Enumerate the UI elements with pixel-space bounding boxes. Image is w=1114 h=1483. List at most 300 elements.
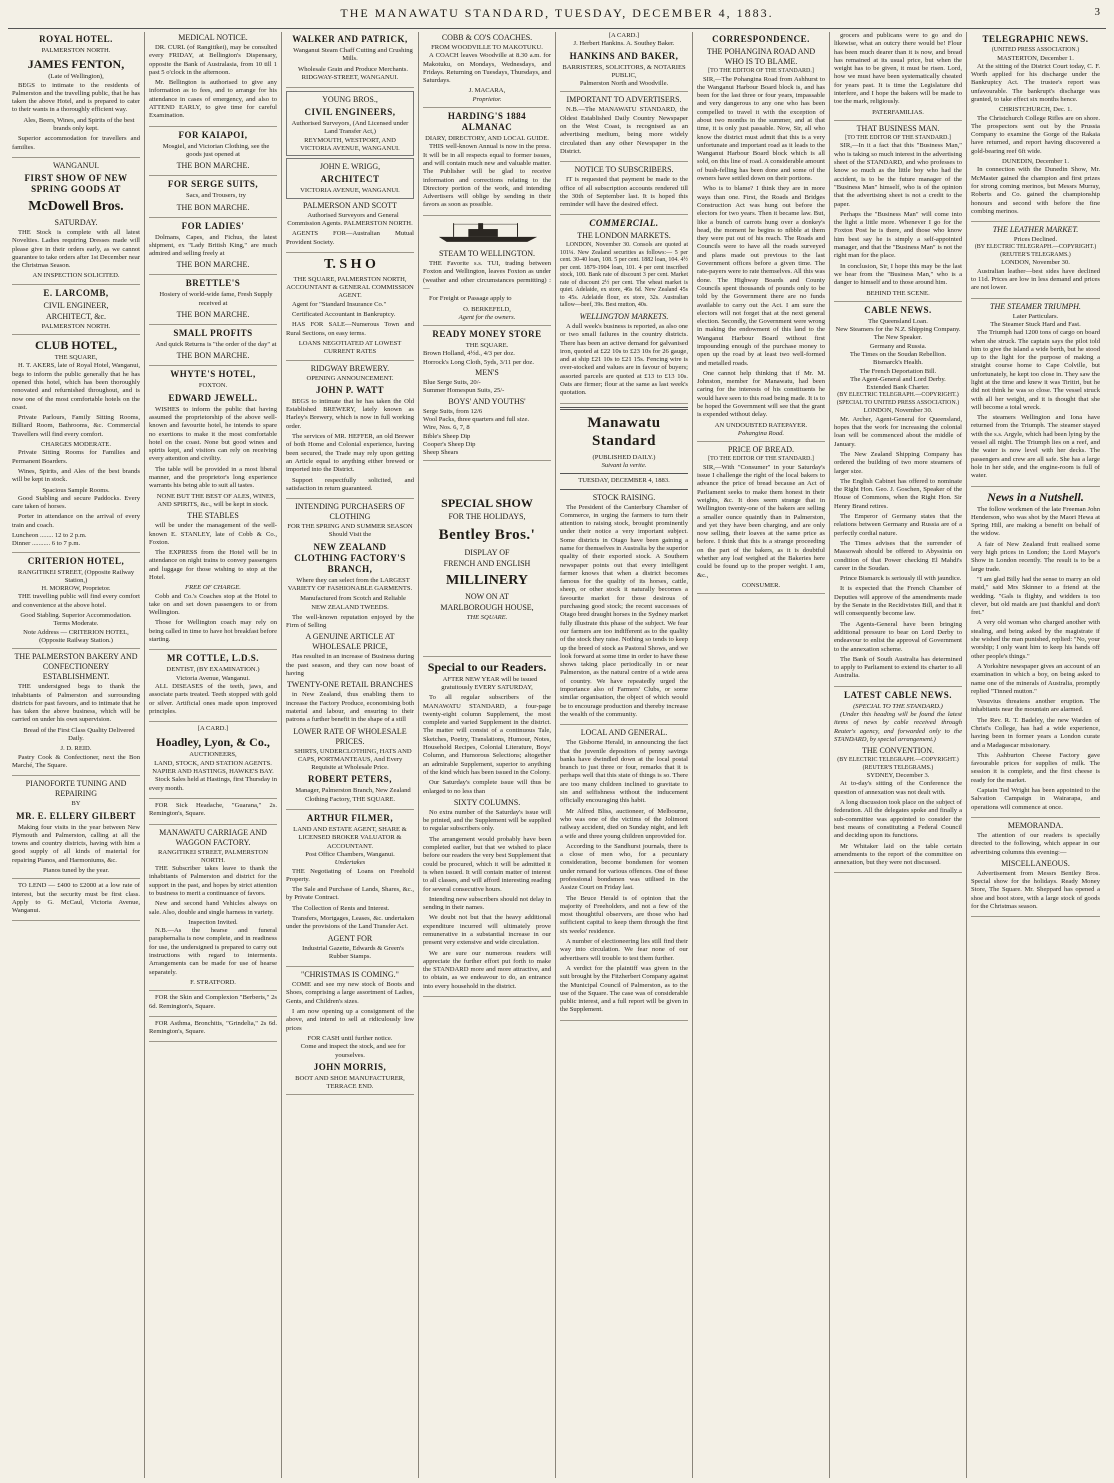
article-body: grocers and publicans were to go and do likewise, what an outcry there would be! Flour has been much dearer than it is now, and bread has remained at its usual price, but when the weight has to be given, it must be risen. Lord, how we must have been systematically cheated for years past. It is time the Legislature did interfere, and I hope the bakers will be made to toe the mark, religiously. [834,32,962,106]
ad-body: in New Zealand, thus enabling them to increase the Factory Produce, economising both material and labour, and ensuring to their patrons a further benefit in the shape of a still [286,691,414,724]
article-body: This Ashburton Cheese Factory gave favourable prices for supplies of milk. The session it is complete, and the first cheese is ready for the market. [971,751,1100,784]
ad-body: To all regular subscribers of the MANAWATU STANDARD, a four-page twenty-eight column Supplement, the most complete and varied Supplement in the district. The matter will consist of a continuous Tale, Sketches, Poetry, Translations, Humour, Notes, Household Recipes, Colonial Literature, Boys' Column, and Humorous Selections; altogether an admirable Supplement, superior to anything of the kind which has been issued in the Colony. [423,694,551,776]
ad-subheading: REYMOUTH, WESTPORT, AND VICTORIA AVENUE, WANGANUI. [300,136,400,153]
ad-subheading: ARCHITECT [320,174,380,185]
article-subheading: The Agent-General and Lord Derby. [850,375,946,383]
article-body: Mr Alfred Bliss, auctioneer, of Melbourne, who was one of the victims of the Jolimont railway accident, died on Sunday night, and left a wife and three young children unprovided for. [560,807,688,840]
ready-money-store-ad [423,329,551,461]
ad-body: Certificated Accountant in Bankruptcy. [292,311,396,319]
masthead-title: THE MANAWATU STANDARD, TUESDAY, DECEMBER 4, 1883. [340,6,774,20]
article-body: Perhaps the "Business Man" will come into the light a little more. Whenever I go for the Foxton Post he is there, and those who know him best say he is simply a self-appointed manager, and that the "Business Man" is not the right man for the place. [834,210,962,260]
local-general-section [560,728,688,1021]
ad-subheading: LAND, STOCK, AND STATION AGENTS. NAPIER AND HASTINGS, HAWKE'S BAY. [152,759,274,776]
ad-body: Industrial Gazette, Edwards & Green's Rubber Stamps. [302,944,404,960]
ad-subheading: BY [71,800,81,808]
ad-name: E. LARCOMB, [43,287,109,298]
ad-signature: F. STRATFORD. [190,978,236,986]
ad-body: THE undersigned begs to thank the inhabitants of Palmerston and surrounding districts for past favours, and to intimate that he has taken the above business, which will be carried on under his own supervision. [12,683,140,724]
ad-subheading: BARRISTERS, SOLICITORS, & NOTARIES PUBLIC, [562,63,686,79]
ad-body: Wholesale Grain and Produce Merchants. RIDGWAY-STREET, WANGANUI. [297,65,409,81]
filmer-ad [286,813,414,967]
article-subheading: (SPECIAL TO THE STANDARD.) [853,702,943,710]
ad-body: Mosgiel, and Victorian Clothing, see the goods just opened at [162,142,270,158]
ad-name: JOHN P. WATT [315,384,385,395]
medical-notice-ad [149,33,277,127]
ad-body: Manufactured from Scotch and Reliable NEW ZEALAND TWEEDS. [300,595,406,611]
paper-title: Manawatu Standard [587,414,661,449]
article-body: A verdict for the plaintiff was given in the suit brought by the Fitzherbert Company against the Municipal Council of Palmerston, as to the use of the Square. The case was of considerable public interest, and a full report will be given in the Supplement. [560,964,688,1014]
nutshell-section [971,490,1100,818]
ad-label: [A CARD.] [197,725,229,733]
article-body: Captain Ted Wright has been appointed to the Salvation Campaign in Wairarapa, and operations will commence at once. [971,787,1100,811]
ad-subheading: AUCTIONEERS, [189,751,237,759]
ad-heading: RIDGWAY BREWERY. [310,363,390,373]
section-heading: CABLE NEWS. [864,304,932,315]
ad-name: Bentley Bros.' [438,527,536,544]
ad-body: The services of MR. HEFFER, an old Brewer of both Home and Colonial experience, having been secured, the Trade may rely upon getting an Article equal to anything either brewed or imported into the District. [286,433,414,474]
article-heading: THE STEAMER TRIUMPH. [990,301,1081,311]
ad-heading: HANKINS AND BAKER, [569,50,679,61]
article-label: [TO THE EDITOR OF THE STANDARD.] [708,68,814,74]
small-profits-ad [149,328,277,366]
article-dateline: MASTERTON, December 1. [997,54,1074,62]
article-body: The steamers Wellington and Iona have returned from the Triumph. The steamer stayed with the s.s. Argyle, which had been lying by the vessel all night. The Triumph lies on a reef, and the water is now level with her decks. The passengers and crew are all safe. She has a large hole in her side, and the engine-room is full of water. [971,414,1100,480]
article-body: The Gisborne Herald, in announcing the fact that the juvenile depositors of penny savings banks have dwindled down at the local postal branch to just three or four, remarks that it is perhaps well that this state of things is so. There are too many children inclined to gravitate to sin and selfishness without the inducement officially encouraging this habit. [560,739,688,805]
ad-body: Private Sitting Rooms for Families and Permanent Boarders. [12,449,140,465]
article-heading: PRICE OF BREAD. [727,445,794,455]
ad-body: Sacs, and Trousers, try [186,192,246,200]
column-4 [419,32,556,1478]
ad-subheading: FREE OF CHARGE. [185,584,241,592]
ad-body: Wines, Spirits, and Ales of the best brands will be kept in stock. [12,467,140,484]
ad-footer: THE BON MARCHE. [176,310,250,320]
price-of-bread-letter [697,445,825,594]
ad-subheading: Victoria Avenue, Wanganui. [176,674,250,682]
ad-heading: SPECIAL SHOW [441,496,533,511]
article-signature: BEHIND THE SCENE. [866,289,930,297]
walker-patrick-ad [286,34,414,88]
ad-subheading: MARLBOROUGH HOUSE, [440,603,534,613]
ad-heading: "CHRISTMAS IS COMING." [301,970,399,980]
article-label: [TO THE EDITOR OF THE STANDARD.] [708,456,814,463]
masthead-rule [560,407,688,410]
article-body: LONDON, November 30. Consols are quoted at 101¼. New Zealand securities as follows:— 5 per cent. 30-40 loan, 108. 5 per cent. 1882 loan, 104. 4½ per cent. 1879-1904 loan, 101. 4 per cent inscribed stock, 100. Bank rate of discount 3 per cent. Market rate of discount 2½ per cent. The wheat market is quiet. Adelaide, ex store, 46s 6d. New Zealand 45s to 45s. Adelaide flour, ex store, 32s. Australian tallow—beef, 39s. Best mutton, 40s. [560,242,688,309]
ad-name: EDWARD JEWELL. [168,392,258,403]
ad-body: Hosiery of world-wide fame, Fresh Supply received at [159,291,273,307]
article-subheading: The New Speaker. [873,334,923,342]
article-subheading: The Steamer Stuck Hard and Fast. [990,320,1081,328]
steam-ad [423,219,551,326]
ad-body: FOR the Skin and Complexion "Berberis," 2s 6d. Remington's, Square. [149,994,277,1010]
ad-body: Dolmans, Capes, and Fichus, the latest shipment, ex "Lady British King," are much admired and selling freely at [149,233,277,258]
clothing-factory-ad [286,502,414,810]
article-dateline: LONDON, November 30. [863,407,933,415]
column-5 [556,32,693,1478]
ad-body: The arrangement would probably have been completed earlier, but that we wished to place before our readers the very best Supplement that could be procured, which it will be admitted it is when issued. It will contain matter of interest to all classes, and will afford interesting reading for several consecutive hours. [423,835,551,893]
masthead-rule [8,28,1106,29]
article-body: Who is to blame? I think they are in more ways than one. First, the Roads and Bridges Construction Act was hung out before the electors for two years. Then it became law. But, like a bunch of carrots hung over a donkey's head, the moment he begins to nibble at them they were put out of his reach. The Roads and Councils were to have all the roads surveyed and plans made out previous to the last Government offices before a given time. The rate-payers were to rate themselves. All this was done. The Highway Boards and County Councils spent thousands of pounds only to be told by the Government there are no funds available to carry out the Act. I am sure the electors will not forget that at the next general election. Secondly, the Government were wrong in making the endowment of this land to the Wanganui Harbour Board without first impounding enough of the purchase money to open up the road by at least two well-formed and metalled roads. [697,185,825,367]
brettle-ad [149,278,277,325]
ad-body: Porter in attendance on the arrival of every train and coach. [12,513,140,529]
ad-body: A COACH leaves Woodville at 8.30 a.m. for Makotuku, on Mondays, Wednesdays, and Fridays. Returning on Tuesdays, Thursdays, and Saturdays. [423,52,551,85]
ad-subheading: J. Herbert Hankins. A. Southey Baker. [573,40,675,48]
kaiapoi-ad [149,130,277,177]
ad-heading: PALMERSON AND SCOTT [303,200,397,210]
ad-body: Cobb and Co.'s Coaches stop at the Hotel to take on and set down passengers to or from Wellington. [149,592,277,617]
section-heading: LATEST CABLE NEWS. [844,689,952,700]
ad-subheading: CIVIL ENGINEER, [43,300,109,310]
ad-body: SHIRTS, UNDERCLOTHING, HATS AND CAPS, PORTMANTEAUS, And Every Requisite at Wholesale Price. [294,747,412,772]
ad-body: Manager, Palmerston Branch, New Zealand Clothing Factory, THE SQUARE. [295,787,411,803]
ad-line: Blue Serge Suits, 20/- [423,379,481,387]
ad-body: BEGS to intimate to the residents of Palmerston and the travelling public, that he has taken the above Hotel, and is prepared to cater to their wants in a thoroughly efficient way. [12,81,140,114]
ad-line: Wool Packs, three quarters and full size. [423,415,530,423]
ad-body: HAS FOR SALE—Numerous Town and Rural Sections, on easy terms. [286,321,414,337]
article-body: The Times advises that the surrender of Massowah should be offered to Abyssinia on condition of that Power checking El Mahdi's career in the Soudan. [834,539,962,572]
ad-body: Come and inspect the stock, and see for yourselves. [300,1043,406,1059]
ad-signature: O. BERKEFELD, [463,305,511,313]
article-body: A very old woman who charged another with stealing, and being asked by the magistrate if she wished the man punished, replied: "No, your worship; I only want him to keep his hands off other people's things." [971,619,1100,660]
article-signature: Pohangina Road. [737,429,785,437]
ad-subheading: Undertakes [334,859,366,867]
article-body: It is expected that the French Chamber of Deputies will approve of the amendments made by the Senate in the Recidivistes Bill, and that it will consequently become law. [834,585,962,618]
ad-subheading: PALMERSTON NORTH. [41,322,111,330]
ad-line: Luncheon ........ 12 to 2 p.m. [12,531,87,539]
article-label: (SPECIAL TO UNITED PRESS ASSOCIATION.) [836,399,960,406]
ad-body: Authorised Surveyors and General Commission Agents. PALMERSTON NORTH. [287,211,413,227]
ad-subheading: Good Stabling. Superior Accommodation. [20,612,132,620]
ad-body: Mr. Bellington is authorised to give any information as to fees, and to arrange for his attendance in cases of emergency, and also to ATTEND EARLY, to give time for careful Examination. [149,79,277,120]
carriage-factory-ad [149,828,277,992]
article-body: The Triumph had 1200 tons of cargo on board when she struck. The captain says the pilot told him to give the island a wide berth, but he stood up to the light for the purpose of making a straight course home to Cape Colville, but unfortunately, he kept too close in. They saw the light at the time and knew it was Tiritiri, but he did not think he was so close. The vessel struck with all her weight, and it is thought that she will become a total wreck. [971,329,1100,411]
article-body: Advertisement from Messrs Bentley Bros. Special show for the holidays. Ready Money Store, The Square. Mr. Sheppard has opened a shoe and boot store, with a large stock of goods for the Christmas season. [971,869,1100,911]
ad-line: Horrock's Long Cloth, 5yds, 3/11 per doz. [423,358,535,366]
article-body: The Rev. R. T. Badeley, the new Warden of Christ's College, has had a wide experience, having been in former years a London curate and a Madagascar missionary. [971,716,1100,749]
ad-subheading: NOW ON AT [465,592,509,602]
ad-body: Bread of the First Class Quality Delivered Daily. [23,726,135,743]
mcdowell-ad [12,161,140,285]
ad-subheading: FOR THE HOLIDAYS, [448,512,526,522]
ad-heading: CLUB HOTEL, [34,338,118,353]
page-columns [8,32,1106,1478]
commercial-section [560,218,688,403]
article-heading: WELLINGTON MARKETS. [579,311,669,321]
ad-body: We are sure our numerous readers will appreciate the further effort put forth to make the STANDARD more and more attractive, and to obtain, as we endeavour to do, an entrance into every household in the district. [423,949,551,990]
ad-body: The well-known reputation enjoyed by the Firm of Selling [286,613,414,630]
ad-body: Making four visits in the year between New Plymouth and Palmerston, calling at all the towns and country districts, having with him a good supply of all kinds of material for repairing Pianos, and Harmoniums, &c. [12,823,140,864]
ad-heading: HARDING'S 1884 ALMANAC [447,111,527,133]
ad-subheading: MEN'S [475,368,499,378]
ad-heading: PIANOFORTE TUNING AND REPAIRING [25,779,127,799]
ad-line: Serge Suits, from 12/6 [423,407,483,415]
notice-heading: NOTICE TO SUBSCRIBERS. [574,165,674,175]
triumph-section [971,302,1100,487]
ad-name: NEW ZEALAND CLOTHING FACTORY'S BRANCH, [294,541,406,574]
ad-heading: BRETTLE'S [185,278,241,289]
ad-name: MR. E. ELLERY GILBERT [16,810,136,821]
ad-subheading: Spacious Sample Rooms. [42,486,110,494]
article-body: The English Cabinet has offered to nominate the Right Hon. Geo. J. Goschen, Speaker of the House of Commons, when the Right Hon. Sir Henry Brand retires. [834,477,962,510]
article-body: At to-day's sitting of the Conference the question of annexation was not dealt with. [834,780,962,796]
ad-name: MILLINERY [446,573,528,589]
ad-heading: SMALL PROFITS [173,328,253,339]
article-subheading: Prices Declined. [1013,236,1058,244]
ad-heading: JOHN E. WRIGG, [319,162,381,172]
article-body: In conclusion, Sir, I hope this may be the last we hear from the "Business Man," who is a danger to himself and to those around him. [834,262,962,287]
christmas-boots-ad [286,970,414,1095]
article-body: SIR,—In it a fact that this "Business Man," who is taking so much interest in the advertising sheet of the STANDARD, and who professes to know so much as the little boy who had the accident, is to be the future manager of the "Business Man" himself, who is of the opinion that the advertising sheet is not a credit to the paper. [834,142,962,208]
ad-body: THIS well-known Annual is now in the press. It will be in all respects equal to former issues, and will contain much new and valuable matter. The Publisher will be glad to receive information and corrections relating to the Directory portion of the work, and intending Advertisers will oblige by sending in their favors as soon as possible. [423,143,551,209]
ad-subheading: PALMERSTON NORTH. [41,47,111,54]
ad-subheading: WANGANUI. [53,160,99,170]
article-subheading: The Queensland Loan. [868,317,928,325]
ad-line: Bible's Sheep Dip [423,432,471,440]
ad-body: TO LEND — £400 to £2000 at a low rate of interest, but the security must be first class. Apply to G. McCaul, Victoria Avenue, Wanganui. [12,882,140,915]
ad-subheading: FOXTON. [198,382,228,390]
ad-body: And quick Returns is "the order of the day" at [155,341,277,349]
piano-ad [12,779,140,879]
ad-body: The EXPRESS from the Hotel will be in attendance on night trains to convey passengers and luggage for those wishing to stop at the Hotel. [149,549,277,581]
article-body: The attention of our readers is specially directed to the following, which appear in our advertising columns this evening:— [971,831,1100,856]
ad-subheading: FOR CASH until further notice. [307,1034,393,1042]
ad-body: Wanganui Steam Chaff Cutting and Crushing Mills. [293,47,413,63]
article-body: The President of the Canterbury Chamber of Commerce, in urging the farmers to turn their attention to raising stock, brought prominently under their notice a very important subject. Some districts in Otago have been gaining a name for themselves in Australia by the superior quality of their exported stock. A Southern newspaper points out that every intelligent farmer knows that when a district becomes famous for the quality of its horses, cattle, sheep, or other stock it naturally becomes a favourite market for those desirous of purchasing good stock; the recent successes of Otago bred draught horses in the Sydney market fully illustrate this phase of the subject. We fear our farmers are too indifferent as to the quality of the stock they raise. Nothing so tends to keep up the breed of stock as Pastoral Shows, and we look forward at some time in order to have these shows taking place periodically in or near Palmerston, as the natural centre of a wide area of country. We have repeatedly urged the importance also of Farmers' Clubs, or some similar organisation, the object of which would be to encourage production and thereby increase the wealth of the community. [560,503,688,718]
latest-cable-section [834,690,962,874]
article-subheading: Germany and Russia. [869,342,927,350]
article-body: A Yorkshire newspaper gives an account of an examination in which a boy, on being asked to name one of the minerals of Australia, promptly replied "Tinned mutton." [971,662,1100,695]
ad-body: AGENTS FOR—Australian Mutual Provident Society. [286,230,414,246]
article-label: (UNITED PRESS ASSOCIATION.) [991,47,1080,53]
divider [560,473,688,474]
article-subheading: The Times on the Soudan Rebellion. [849,351,947,358]
ad-footer: THE BON MARCHE. [176,202,250,212]
ad-body: Superior accommodation for travellers and families. [12,135,140,151]
ad-subheading: SATURDAY. [54,217,98,227]
bread-letter-continued [834,32,962,121]
column-3 [282,32,419,1478]
article-body: The New Zealand Shipping Company has ordered the building of two more steamers of larger size. [834,450,962,475]
article-body: Australian leather—best sides have declined to 11d. Prices are low in less demand and prices are not lower. [971,267,1100,292]
ad-footer: THE BON MARCHE. [176,161,250,171]
article-heading: THE LEATHER MARKET. [992,225,1079,235]
article-body: A fair of New Zealand fruit realised some very high prices in London; the Lord Mayor's Show in London recently. The result is to be a large trade. [971,540,1100,573]
article-signature: CONSUMER. [741,581,781,589]
cottle-dentist-ad [149,653,277,722]
ad-subheading: THE SQUARE. [466,614,508,622]
ad-subheading: THE SQUARE. [465,342,509,350]
ad-body: Stock Sales held at Hastings, first Thursday in every month. [149,776,277,792]
masthead [0,6,1114,28]
ad-body: DR. CURL (of Rangitikei), may be consulted every FRIDAY, at Bellington's Dispensary, opposite the Bank of Australasia, from 10 till 1 past 5 o'clock in the afternoon. [149,44,277,76]
ad-heading: T. S H O [324,256,376,272]
ad-subheading: THE SQUARE, [54,354,98,362]
article-body: One cannot help thinking that if Mr. M. Johnston, member for Manawatu, had been caring for the interests of his constituents he would have seen to this road being made. It is to be hoped the Government will see that the grant is expended without delay. [697,369,825,419]
ad-footer: THE BON MARCHE. [176,351,250,361]
column-7 [830,32,967,1478]
ad-subheading: CIVIL ENGINEERS, [304,107,396,118]
ad-body: THE travelling public will find every comfort and convenience at the above hotel. [12,593,140,609]
article-body: Vesuvius threatens another eruption. The inhabitants near the mountain are alarmed. [971,698,1100,714]
paper-subtitle: (PUBLISHED DAILY.) [592,453,656,461]
ad-heading: FOR SERGE SUITS, [167,179,259,190]
ad-subheading: (Late of Wellington), [48,73,104,81]
article-body: A long discussion took place on the subject of federation. All the delegates spoke and finally a sub-committee was appointed to consider the best means of constituting a Federal Council and deciding upon its functions. [834,799,962,840]
tsho-ad [286,256,414,361]
business-man-letter [834,124,962,302]
ad-subheading: DIARY, DIRECTORY, AND LOCAL GUIDE. [425,135,549,143]
section-heading: CORRESPONDENCE. [712,34,810,44]
ad-name: JAMES FENTON, [27,57,125,72]
article-body: The Agents-General have been bringing additional pressure to bear on Lord Derby to endeavour to enlist the approval of Government to the annexation scheme. [834,620,962,653]
cable-news-section [834,305,962,687]
ad-subheading: DENTIST, (BY EXAMINATION.) [166,666,260,674]
ad-label: [A CARD.] [608,32,640,39]
ad-subheading: OPENING ANNOUNCEMENT. [306,374,394,382]
article-heading: THAT BUSINESS MAN. [856,123,940,133]
bentley-bros-ad [423,464,551,656]
ad-body: The Sale and Purchase of Lands, Shares, &c., by Private Contract. [286,886,414,902]
ad-subheading: Authorised Surveyors, (And Licensed under Land Transfer Act,) [291,120,409,136]
headache-ad [149,802,277,825]
ad-subheading: LOWER RATE OF WHOLESALE PRICES. [293,726,407,746]
ad-subheading: THE STABLES [187,511,239,521]
ad-name: McDowell Bros. [28,198,124,214]
ad-subheading: A GENUINE ARTICLE AT WHOLESALE PRICE, [305,632,395,652]
section-heading: LOCAL AND GENERAL. [580,728,668,738]
section-heading: TELEGRAPHIC NEWS. [982,34,1089,44]
ad-subheading: Inspection Invited. [188,918,238,926]
article-dateline: DUNEDIN, December 1. [1001,158,1069,166]
ad-heading: MANAWATU CARRIAGE AND WAGGON FACTORY. [159,827,267,847]
hoadley-ad [149,725,277,799]
article-signature: PATERFAMILIAS. [872,108,924,116]
ad-body: Private Parlours, Family Sitting Rooms, Billiard Room, Bathrooms, &c. Commercial Travellers will find every comfort. [12,414,140,438]
divider [560,489,688,490]
ad-body: Transfers, Mortgages, Leases, &c. undertaken under the provisions of the Land Transfer Act. [286,915,414,931]
ad-subheading: RANGITIKEI STREET, PALMERSTON NORTH. [158,848,268,864]
ad-body: THE Subscriber takes leave to thank the inhabitants of Palmerston and district for the support in the past, and hopes by strict attention to business to merit a continuance of favors. [149,865,277,897]
article-heading: THE CONVENTION. [862,746,934,756]
ad-heading: INTENDING PURCHASERS OF CLOTHING [295,502,405,522]
ad-heading: MEDICAL NOTICE. [178,33,248,42]
notice-body: N.B.—The MANAWATU STANDARD, the Oldest Established Daily Country Newspaper on the West Coast, is recognised as an advertising medium, being more widely circulated than any other Newspaper in the District. [560,106,688,155]
steamship-icon [429,221,547,243]
loan-ad [12,882,140,921]
ad-body: COME and see my new stock of Boots and Shoes, comprising a large assortment of Ladies, Gents, and Children's sizes. [286,981,414,1005]
paper-motto: Suivant la verite. [601,461,647,469]
article-body: According to the Sandhurst journals, there is a close of men who, for a pecuniary consideration, become bondsmen for women under remand for various offences. One of these professional bondsmen was utilised in the Assize Court on Friday last. [560,842,688,892]
ad-body: Agent for "Standard Insurance Co." [292,300,387,308]
ad-footer: LOANS NEGOTIATED AT LOWEST CURRENT RATES [298,339,402,356]
ad-subheading: AGENT FOR [327,933,373,943]
ad-body: Intending new subscribers should not delay in sending in their names. [423,895,551,912]
article-dateline: SYDNEY, December 3. [866,772,930,780]
article-label: [TO THE EDITOR OF THE STANDARD.] [845,134,951,141]
ad-body: FOR Asthma, Bronchitis, "Grindelia," 2s 6d. Remington's, Square. [149,1019,277,1036]
ad-footer: Pianos tuned by the year. [42,867,110,874]
article-dateline: CHRISTCHURCH, Dec. 1. [998,106,1073,114]
ad-heading: COBB & CO'S COACHES. [441,33,533,42]
ad-body: Ales, Beers, Wines, and Spirits of the best brands only kept. [23,116,135,133]
ad-body: I am now opening up a consignment of the above, and intend to sell at ridiculously low prices [286,1008,414,1032]
page-number: 3 [1094,6,1100,18]
ad-subheading: ARCHITECT, &c. [45,311,107,321]
ad-subheading: THE SQUARE, PALMERSTON NORTH, [293,275,407,283]
cobb-coaches-ad [423,33,551,108]
notice-heading: IMPORTANT TO ADVERTISERS. [566,95,682,105]
subscribers-notice [560,165,688,215]
article-body: The Bruce Herald is of opinion that the majority of Freeholders, and not a few of the most thoughtful observers, are those who had sufficient capital to keep them through the first six weeks' residence. [560,894,688,935]
advertisers-notice [560,95,688,162]
hankins-baker-ad [560,32,688,92]
ad-footer: THE BON MARCHE. [176,260,250,270]
column-6 [693,32,830,1478]
correspondence-section [697,34,825,442]
ad-heading: CRITERION HOTEL, [27,555,125,566]
wrigg-ad [286,158,414,198]
ad-subheading: LAND AND ESTATE AGENT, SHARE & LICENSED BROKER VALUATOR & ACCOUNTANT. [293,826,407,850]
ad-body: Support respectfully solicited, and satisfaction in return guaranteed. [286,476,414,492]
ad-signature: J. D. REID. [60,745,92,753]
royal-hotel-ad [12,34,140,158]
ad-body: The Collection of Rents and Interest. [292,904,390,912]
article-body: "I am glad Billy had the sense to marry an old maid," said Mrs Skinner to a friend at the wedding. "Gals is flighty, and widders is too clever, but old maids are just thankful and don't fret." [971,575,1100,617]
club-hotel-ad [12,338,140,553]
ad-subheading: Palmerston North and Woodville. [579,80,669,88]
ad-body: Has resulted in an increase of Business during the past season, and they can now boast of having [286,653,414,678]
article-body: At the sitting of the District Court today, C. F. Worth applied for his discharge under the Bankruptcy Act. The trustee's report was unfavourable. The bankrupt's discharge was granted, to take effect six months hence. [971,62,1100,103]
article-body: The Christchurch College Rifles are on shore. The prospectors sent out by the Prussia Company to examine the Gorge of the Rakaia have returned, and report having discovered a gold-bearing reef 6ft wide. [971,114,1100,155]
palmerson-scott-ad [286,201,414,253]
ad-subheading: FRENCH AND ENGLISH [443,559,531,569]
ad-body: New and second hand Vehicles always on sale. Also, double and single harness in variety. [149,900,277,916]
ad-subheading: DISPLAY OF [464,548,510,558]
young-bros-ad [286,91,414,156]
article-label: (BY ELECTRIC TELEGRAPH.—COPYRIGHT.) (REUTER'S TELEGRAMS.) [837,757,959,771]
article-body: SIR,—With "Consumer" in your Saturday's issue I challenge the right of the local bakers to advance the price of bread because an Act of Parliament seeks to make them honest in their weights, &c. It does seem strange that in Wellington twenty-one of the bakers are selling a smaller ounce quaintly than in Palmerston, and yet they have been charging, and are only now selling, their loaves at the same price as before. I think that this is a strange proceeding on the part of the bakers, as it is doubtful whether any loaf weighed at the Bakeries here could be found up to the proper weight. I am, &c., [697,463,825,579]
article-body: The follow workmen of the late Freeman John Henderson, who was shot by the Maori Hewa at Spring Hill, are making a benefit on behalf of the widow. [971,505,1100,538]
section-heading: MEMORANDA. [1007,820,1064,830]
ad-heading: MR COTTLE, L.D.S. [166,653,259,664]
ad-subheading: BOOT AND SHOE MANUFACTURER, TERRACE END. [295,1074,405,1091]
ad-signature: J. MACARA, [468,87,506,95]
ad-line: Dinner ........... 6 to 7 p.m. [12,540,81,548]
ad-heading: FIRST SHOW OF NEW SPRING GOODS AT [24,172,128,194]
ad-subheading: TWENTY-ONE RETAIL BRANCHES [286,680,414,690]
ladies-ad [149,221,277,276]
ad-line: Brown Holland, 4½d., 4/3 per doz. [423,350,515,358]
article-body: SIR,—The Pohangina Road from Ashhurst to the Wanganui Harbour Board block is, and has been for the last three or four years, impassable and very dangerous to any one who has been compelled to travel it with the exception of about two months in the summer, and at that time, it is only just passable. Now, Sir, all who know the district must admit that this is a very unfortunate and important road as it leads to the Wanganui Harbour Board block which is all sold, on this line of road. A considerable amount of bush-felling has been done and some of the owners have settled down on their portions. [697,75,825,183]
ad-body: THE Stock is complete with all latest Novelties. Ladies requiring Dresses made will please give in their orders early, as we cannot guarantee to take orders after 1st December near the Christmas Season. [12,228,140,270]
ad-line: Cooper's Sheep Dip [423,440,476,448]
article-body: (Under this heading will be found the latest items of news by cable received through Reuter's agency, and forwarded only to the STANDARD, by special arrangement.) [834,710,962,743]
article-dateline: LONDON, November 30. [1001,259,1070,267]
article-body: Prince Bismarck is seriously ill with jaundice. [840,575,962,583]
criterion-hotel-ad [12,556,140,650]
ad-body: FOR Sick Headache, "Guarana," 2s. Remington's, Square. [149,801,277,818]
section-heading: News in a Nutshell. [987,489,1084,504]
ridgway-brewery-ad [286,364,414,500]
ad-subheading: ACCOUNTANT & GENERAL COMMISSION AGENT. [286,284,414,300]
ad-heading: READY MONEY STORE [432,329,542,340]
whyte-hotel-ad [149,369,277,650]
ad-heading: FOR LADIES' [181,220,245,231]
ad-heading: FOR KAIAPOI, [178,129,248,140]
ad-line: Sheep Shears [423,449,459,457]
ad-body: For Freight or Passage apply to [429,295,512,303]
ad-subheading: SIXTY COLUMNS. [453,797,521,807]
telegraphic-news-section [971,34,1100,222]
